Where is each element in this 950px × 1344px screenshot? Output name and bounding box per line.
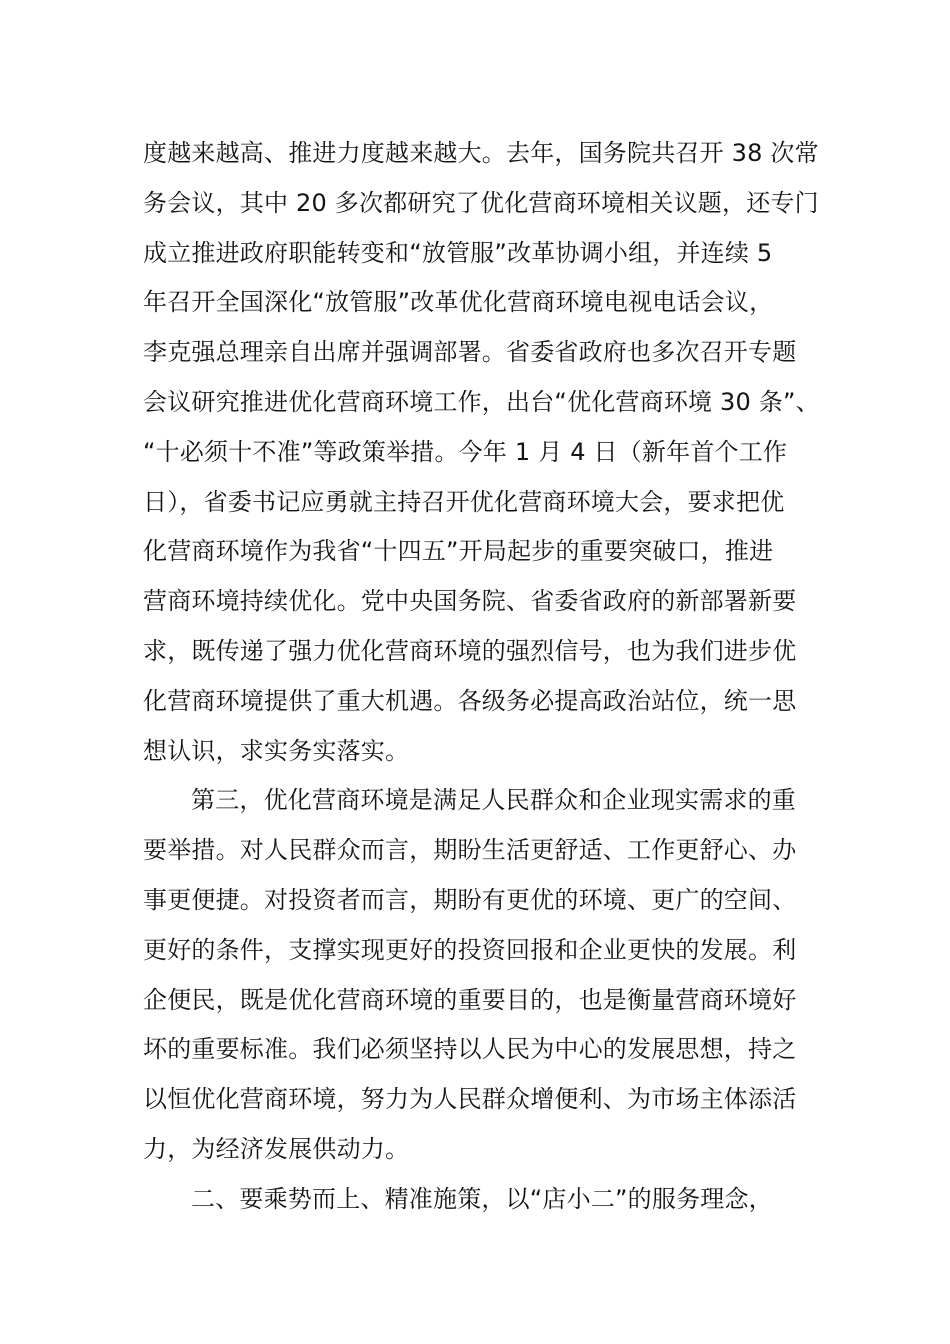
text-line-20: 以恒优化营商环境，努力为人民群众增便利、为市场主体添活 (143, 1085, 797, 1114)
text-line-21: 力，为经济发展供动力。 (143, 1134, 410, 1163)
text-line-5: 李克强总理亲自出席并强调部署。省委省政府也多次召开专题 (143, 338, 797, 367)
text-line-10: 营商环境持续优化。党中央国务院、省委省政府的新部署新要 (143, 587, 797, 616)
text-line-7: “十必须十不准”等政策举措。今年 1 月 4 日（新年首个工作 (143, 437, 788, 466)
text-line-12: 化营商环境提供了重大机遇。各级务必提高政治站位，统一思 (143, 686, 797, 715)
paragraph-start-line-14: 第三，优化营商环境是满足人民群众和企业现实需求的重 (191, 786, 796, 815)
text-line-2: 务会议，其中 20 多次都研究了优化营商环境相关议题，还专门 (143, 188, 819, 217)
text-line-4: 年召开全国深化“放管服”改革优化营商环境电视电话会议， (143, 288, 774, 317)
text-line-11: 求，既传递了强力优化营商环境的强烈信号，也为我们进步优 (143, 636, 797, 665)
text-line-13: 想认识，求实务实落实。 (143, 736, 410, 765)
section-heading-line-22: 二、要乘势而上、精准施策，以“店小二”的服务理念， (191, 1184, 773, 1213)
text-line-17: 更好的条件，支撑实现更好的投资回报和企业更快的发展。利 (143, 935, 797, 964)
text-line-6: 会议研究推进优化营商环境工作，出台“优化营商环境 30 条”、 (143, 387, 820, 416)
text-line-16: 事更便捷。对投资者而言，期盼有更优的环境、更广的空间、 (143, 885, 797, 914)
text-line-15: 要举措。对人民群众而言，期盼生活更舒适、工作更舒心、办 (143, 836, 797, 865)
text-line-18: 企便民，既是优化营商环境的重要目的，也是衡量营商环境好 (143, 985, 797, 1014)
document-body (143, 129, 823, 1225)
text-line-1: 度越来越高、推进力度越来越大。去年，国务院共召开 38 次常 (143, 139, 819, 167)
text-line-3: 成立推进政府职能转变和“放管服”改革协调小组，并连续 5 (143, 238, 773, 267)
text-line-9: 化营商环境作为我省“十四五”开局起步的重要突破口，推进 (143, 537, 774, 566)
text-line-19: 坏的重要标准。我们必须坚持以人民为中心的发展思想，持之 (143, 1035, 797, 1064)
text-line-8: 日），省委书记应勇就主持召开优化营商环境大会，要求把优 (143, 487, 785, 516)
